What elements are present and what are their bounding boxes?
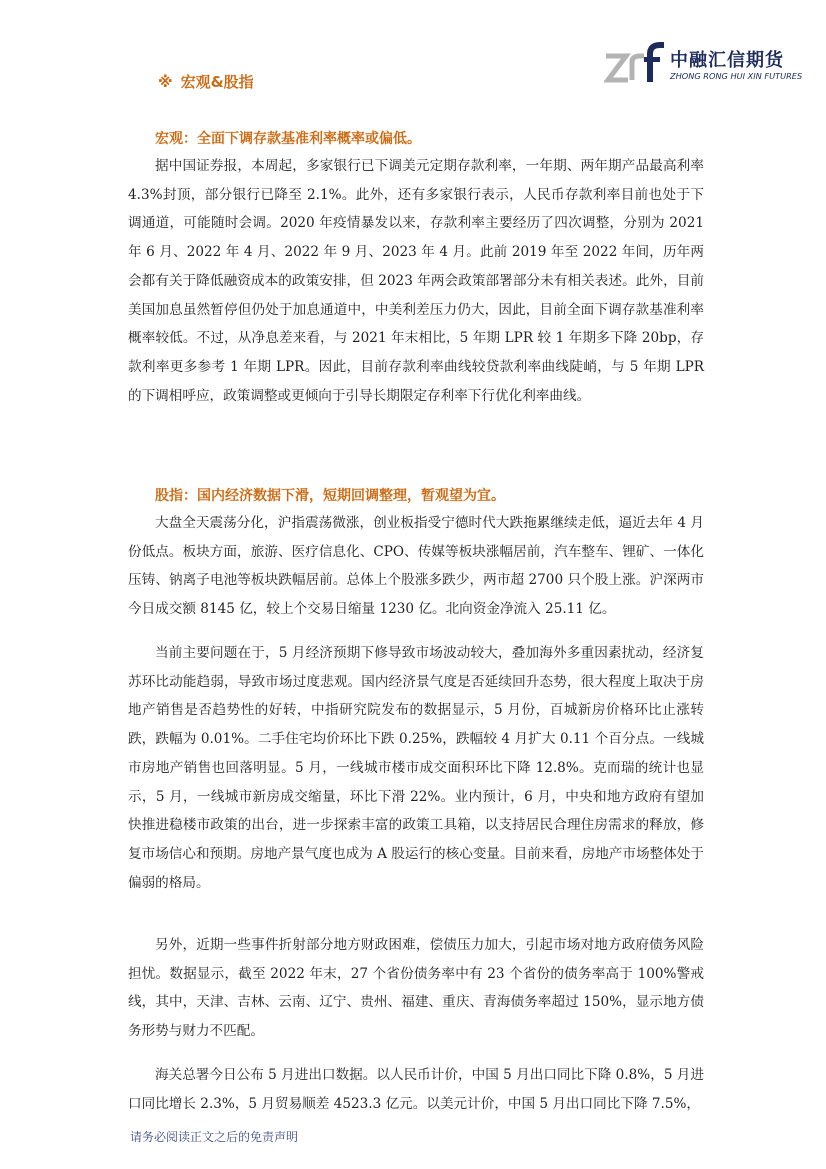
footer-disclaimer: 请务必阅读正文之后的免责声明 [130,1130,299,1144]
macro-heading: 宏观：全面下调存款基准利率概率或偏低。 [155,131,421,147]
equity-heading: 股指：国内经济数据下滑，短期回调整理，暂观望为宜。 [155,488,505,504]
logo-english-name: ZHONG RONG HUI XIN FUTURES [670,71,803,81]
equity-paragraph: 大盘全天震荡分化，沪指震荡微涨，创业板指受宁德时代大跌拖累继续走低，逼近去年 4 月份低点。板块方面，旅游、医疗信息化、CPO、传媒等板块涨幅居前，汽车整车、锂矿、一体化压铸、钠离子电池等板块跌幅居前。总体上个股涨多跌少，两市超 2700 只个股上涨。沪深两市今日成交额 8145 亿，较上个交易日缩量 1230 亿。北向资金净流入 25.11 亿。 [128,515,704,618]
equity-paragraph: 当前主要问题在于，5 月经济预期下修导致市场波动较大，叠加海外多重因素扰动，经济复苏环比动能趋弱，导致市场过度悲观。国内经济景气度是否延续回升态势，很大程度上取决于房地产销售是否趋势性的好转，中指研究院发布的数据显示，5 月份，百城新房价格环比止涨转跌，跌幅为 0.01%。二手住宅均价环比下跌 0.25%，跌幅较 4 月扩大 0.11 个百分点。一线城市房地产销售也回落明显。5 月，一线城市楼市成交面积环比下降 12.8%。克而瑞的统计也显示，5 月，一线城市新房成交缩量，环比下滑 22%。业内预计，6 月，中央和地方政府有望加快推进稳楼市政策的出台，进一步探索丰富的政策工具箱，以支持居民合理住房需求的释放，修复市场信心和预期。房地产景气度也成为 A 股运行的核心变量。目前来看，房地产市场整体处于偏弱的格局。 [128,645,704,891]
section-title-text: 宏观&股指 [180,73,254,91]
logo-chinese-name: 中融汇信期货 [670,50,784,71]
equity-paragraph: 海关总署今日公布 5 月进出口数据。以人民币计价，中国 5 月出口同比下降 0.8%，5 月进口同比增长 2.3%，5 月贸易顺差 4523.3 亿元。以美元计价，中国 5 月出口同比下降 7.5%， [128,1067,704,1112]
company-logo [604,40,804,88]
equity-paragraph: 另外，近期一些事件折射部分地方财政困难，偿债压力加大，引起市场对地方政府债务风险担忧。数据显示，截至 2022 年末，27 个省份债务率中有 23 个省份的债务率高于 100%警戒线，其中，天津、吉林、云南、辽宁、贵州、福建、重庆、青海债务率超过 150%，显示地方债务形势与财力不匹配。 [128,937,704,1040]
macro-paragraph: 据中国证券报，本周起，多家银行已下调美元定期存款利率，一年期、两年期产品最高利率 4.3%封顶，部分银行已降至 2.1%。此外，还有多家银行表示，人民币存款利率目前也处于下调通道，可能随时会调。2020 年疫情暴发以来，存款利率主要经历了四次调整，分别为 2021 年 6 月、2022 年 4 月、2022 年 9 月、2023 年 4 月。此前 2019 年至 2022 年间，历年两会都有关于降低融资成本的政策安排，但 2023 年两会政策部署部分未有相关表述。此外，目前美国加息虽然暂停但仍处于加息通道中，中美利差压力仍大，因此，目前全面下调存款基准利率概率较低。不过，从净息差来看，与 2021 年末相比，5 年期 LPR 较 1 年期多下降 20bp，存款利率更多参考 1 年期 LPR。因此，目前存款利率曲线较贷款利率曲线陡峭，与 5 年期 LPR 的下调相呼应，政策调整或更倾向于引导长期限定存利率下行优化利率曲线。 [128,158,704,404]
section-title [158,71,254,92]
section-mark: ※ [158,73,173,91]
zrf-logo-icon [604,42,666,84]
